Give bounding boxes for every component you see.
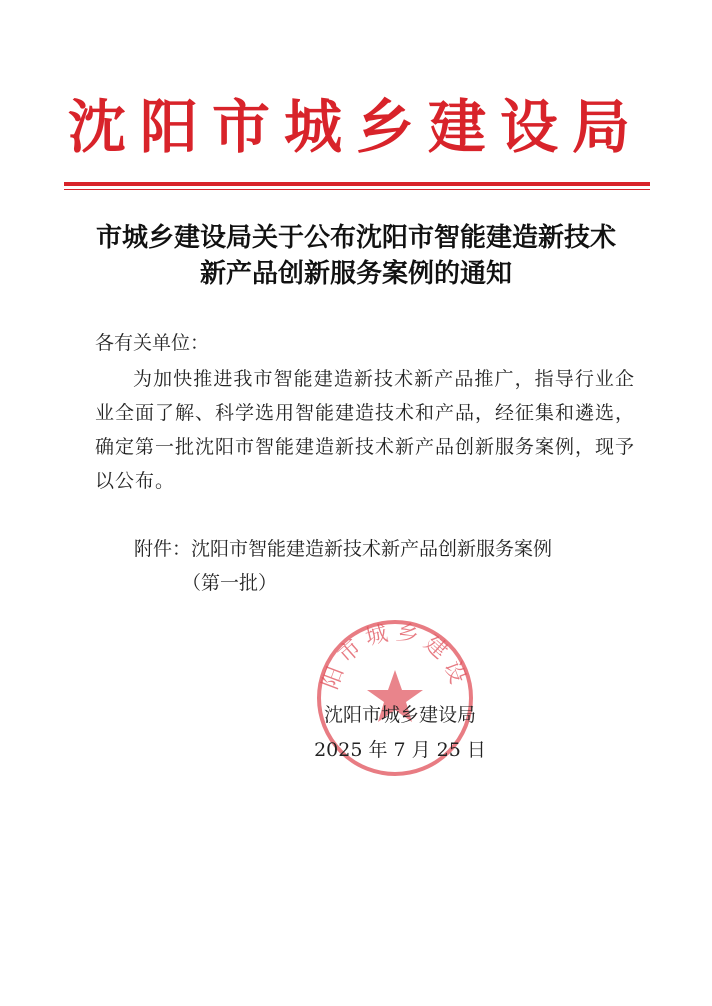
- letterhead-org-name: 沈阳市城乡建设局: [67, 93, 644, 161]
- document-title-line2: 新产品创新服务案例的通知: [199, 259, 512, 289]
- body-paragraph: 为加快推进我市智能建造新技术新产品推广，指导行业企业全面了解、科学选用智能建造技术和产品，经征集和遴选，确定第一批沈阳市智能建造新技术新产品创新服务案例，现予以公布。: [95, 368, 636, 492]
- document-title-line1: 市城乡建设局关于公布沈阳市智能建造新技术: [95, 223, 616, 253]
- letterhead-red-rule-thin: [64, 189, 650, 190]
- attachment-line2: （第一批）: [182, 572, 278, 594]
- document-title: [60, 220, 652, 292]
- svg-text:沈阳市城乡建设局: 阳市城乡建设: [318, 619, 472, 693]
- attachment-line1: 附件：沈阳市智能建造新技术新产品创新服务案例: [134, 538, 553, 560]
- signature-date: 2025 年 7 月 25 日: [314, 739, 486, 761]
- signature-org: 沈阳市城乡建设局: [323, 704, 476, 726]
- salutation: 各有关单位：: [95, 332, 210, 354]
- letterhead-red-rule-thick: [64, 182, 650, 186]
